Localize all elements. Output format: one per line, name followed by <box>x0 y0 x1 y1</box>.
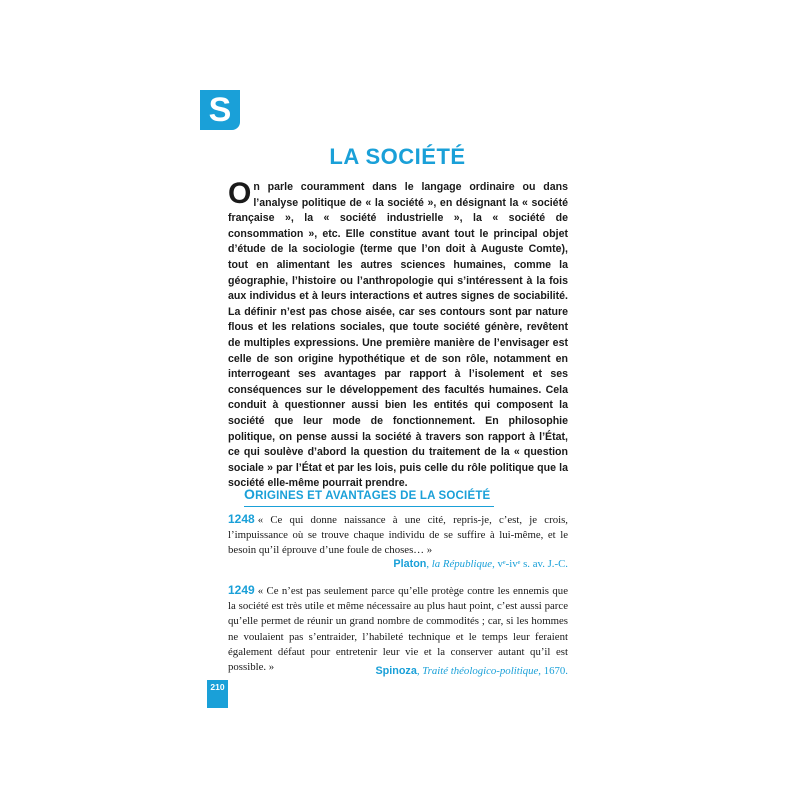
intro-text: n parle couramment dans le langage ordinaire ou dans l’analyse politique de « la société », en désignant la « société française », la « société industrielle », la « société de consommation », etc. Elle constitue avant tout le principal objet d’étude de la sociologie (terme que l’on doit à Auguste Comte), tout en alimentant les autres sciences humaines, comme la géographie, l’histoire ou l’anthropologie qui s’intéressent à la fois aux individus et à leurs interactions et autres signes de sociabilité. La définir n’est pas chose aisée, car ses contours sont par nature flous et les relations sociales, que toute société génère, revêtent de multiples expressions. Une première manière de l’envisager est celle de son origine hypothétique et de son rôle, notamment en interrogeant ses avantages par rapport à l’isolement et ses conséquences sur le développement des facultés humaines. Cela conduit à questionner aussi bien les entités qui composent la société que leur mode de fonctionnement. En philosophie politique, on pense aussi la société à travers son rapport à l’État, ce qui soulève d’abord la question du traitement de la « question sociale » par l’État et par les lois, puis celle du rôle politique que la société elle-même pourrait prendre. <box>228 181 568 490</box>
citation-1248 <box>228 512 568 559</box>
citation-text: « Ce qui donne naissance à une cité, repris-je, c’est, je crois, l’impuissance où se trouve chaque individu de se suffire à lui-même, et le besoin qu’il éprouve d’une foule de choses… » <box>228 514 568 557</box>
citation-work: la République <box>431 558 493 570</box>
intro-dropcap: O <box>228 177 252 210</box>
citation-author: Platon <box>393 558 427 570</box>
section-title-initial: O <box>244 486 256 502</box>
citation-1249 <box>228 583 568 675</box>
citation-source-1249: Spinoza, Traité théologico-politique, 1670. <box>375 665 568 677</box>
citation-date: , 1670. <box>538 665 568 677</box>
citation-text: « Ce n’est pas seulement parce qu’elle protège contre les ennemis que la société est très utile et même nécessaire au plus haut point, c’est aussi parce qu’elle permet de réunir un grand nombre de commodités ; car, si les hommes ne voulaient pas s’entraider, l’habileté technique et le temps leur feraient également défaut pour entretenir leur vie et la conserver autant qu’il est possible. » <box>228 585 568 674</box>
page-title: LA SOCIÉTÉ <box>329 144 466 169</box>
citation-number: 1249 <box>228 583 255 597</box>
section-title-rest: RIGINES ET AVANTAGES DE LA SOCIÉTÉ <box>255 490 491 502</box>
citation-date: , vᵉ-ivᵉ s. av. J.-C. <box>492 558 568 570</box>
section-title <box>244 484 494 507</box>
intro-paragraph <box>228 177 568 492</box>
citation-author: Spinoza <box>375 665 417 677</box>
letter-tab: S <box>200 90 240 130</box>
citation-number: 1248 <box>228 512 255 526</box>
citation-work: Traité théologico-politique <box>422 665 539 677</box>
page-number: 210 <box>207 680 228 708</box>
citation-source-1248: Platon, la République, vᵉ-ivᵉ s. av. J.-C. <box>393 558 568 570</box>
